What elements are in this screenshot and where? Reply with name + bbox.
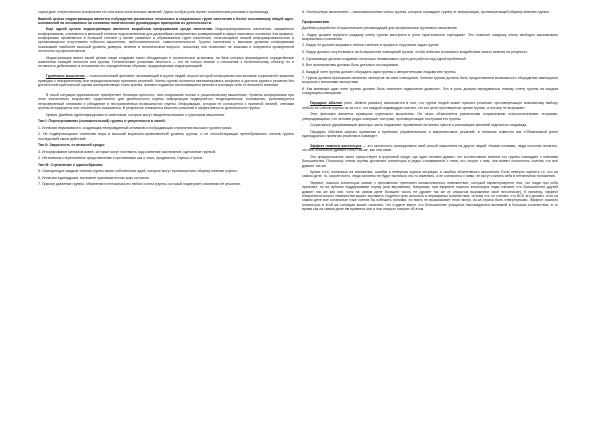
type-heading: Тип I: Переоценивание (положительной) группы и уверенности в своей: [38,119,166,124]
section-heading-prevention: Профилактика [302,20,329,25]
list-heading [38,119,294,123]
list-heading [38,143,294,147]
type-heading: Тип II: Закрытость от внешней среды: [38,143,106,148]
list-item: 6. Каждый член группы должен обсуждать идеи группы с авторитетными людьми вне группы. [302,69,457,74]
list-item: 4. Негативные стереотипные представления о противниках как о злых, предвзятых, глупых и тупых. [38,156,204,161]
list-item: 2. Лидер не должен выражать личного мнения в процессе поручения задач группе. [302,43,440,48]
paragraph [38,27,294,53]
list-item: 6. Иллюзия единодушия, молчание принимается как знак согласия. [38,175,150,180]
list-item: 7. Прямое давление группы, обвинение в нелояльности любого члена группы, который подвергает сомнению её решения. [38,182,241,187]
paragraph: Этот феномен является примером группового мышления. Он легко объясняется различными социальными психологическими теориями, утверждающими, что человек редко совершит поступки, противоречащие поступкам его группы. [302,112,558,121]
list-item: 8. «Контролеры мышления» – самоназначенные члены группы, которые ограждают группу от информации, противоречащей общему мнению группы. [302,10,550,14]
list-item: 3. Лидер должен отсутствовать на большинстве совещаний группы, чтобы избегать излишнего воздействия своего мнения на результат. [302,49,528,54]
term-false-consensus: Эффект ложного консенсуса [310,144,362,148]
list-item: 7. Группа должна приглашать внешних экспертов на свои совещания. Членам группы должна быть предоставлена возможность обсуждения имеющихся вопросов с внешними экспертами. [302,76,558,85]
paragraph: Социальные удерживающие факторы часто подавляют проявление истинных чувств и реализацию желаний отдельного индивида. [310,123,528,128]
list-heading [38,163,294,167]
emphasis-text: Ещё одной целью индоктринации является выработка конформизма среди населения. [46,27,213,32]
paragraph: Индоктринация имеет своей целью также создание таких обладающих и политических установок, на базе которых формируются определённые изменения позиций личности или группы. Политические установки личности — это не только знание о отношение к политическому объекту, но и готовность действовать в отношении его определённым образом, предсказуемым индоктринацией. [38,55,294,69]
right-column [302,10,558,214]
paragraph: Джейнис разработал 8 практических рекомендаций для профилактики группового мышления: [302,26,458,31]
paragraph [302,144,558,153]
paragraph [302,101,558,110]
paragraph: Парадокс Абилина широко применим к принятию управленческих и маркетинговых решений, в тематике известен как «Обманчивый успех единодушного принятия решения в команде». [302,129,558,138]
list-item: 4. Организация должна создавать несколько независимых групп для работы над одной проблемой. [302,56,467,61]
paragraph [38,74,294,87]
paragraph-text: Индоктринированное населения, заражённое конформизмом, становится в меньшей степени подготовленным для дальнейших конфликтных коммуникаций в сфере массового сознания. Как правило, конформизм проявляется в большей степени у менее развитых и образованных групп населения, отличающихся низкой информированностью и проявляющихся отсутствием гибкости мышления, любознательности, самостоятельности. Группы населения с высоким уровнем конформизма показывают наиболее высокий уровень доверия, мнение в политическом вопросе, поскольку они позволяют не знакомы и опираются проверенной личностно-профессионалом. [38,27,294,54]
paragraph: «культура» стереотипного восприятия тех или иных политических явлений. Здесь особую роль играет политическая реклама и пропаганда. [38,10,270,14]
paragraph-text: — психологический феномен, возникающий в группе людей, внутри которой конформизм или желание социальной гармонии приводят к некорректному или нерациональному принятию решений. Члены группы пытаются минимизировать конфликт и достичь единого решения без достаточной критической оценки альтернативных точек зрения, активно подавляя отклоняющиеся мнения и изолируя себя от внешнего влияния. [38,74,294,88]
paragraph [38,17,294,26]
list-item: 5. Самоцензура каждым членом группы своих собственных идей, которые могут противоречить общему мнению группы. [38,169,238,174]
paragraph-text: (англ. Abilene paradox) заключается в том, что группа людей может принять решение, противоречащее возможному выбору любого из членов группы из-за того, что каждый индивидуум считает, что его цели противоречат целям группы, и потому не возражает. [302,101,558,110]
paragraph [302,181,558,211]
paragraph: Ирвинг Джейнис идентифицировал 8 симптомов, которые могут свидетельствовать о групповом мышлении: [46,112,226,117]
list-item: 1. Иллюзия неуязвимости, создающая неоправданный оптимизм и побуждающая к принятию высокого уровня риска. [38,125,233,130]
list-item: 8. Как минимум один член группы должен быть назначен «адвокатом дьявола». Это в роль должна передаваться новому члену группы на каждом следующем совещании. [302,86,558,96]
term-group-thinking: Групповое мышление [46,74,85,79]
list-item: 2. Не подвергающаяся сомнению вера в высокий морально-нравственный уровень группы, и не способствующая пренебрежению членов группы последствий своих действий. [38,132,294,141]
paragraph-text: — это склонность проецировать свой способ мышления на других людей. Иными словами, люди склонны полагать, что все остальные думают точно так же, как они сами. [302,144,558,153]
list-item: 3. Игнорирование сигналов извне, которые могут поставить под сомнение заключение, сделанные группой. [38,149,217,154]
left-column [38,10,294,189]
term-abilene-paradox: Парадокс Абилин [310,101,342,106]
list-item: 1. Лидер должен поручить каждому члену группы выступать в роли «критического оценщика». Это позволит каждому члену свободно высказывать возражения и сомнения. [302,32,558,41]
emphasis-text: Важной целью индоктринации является побуждение различных этнических и социальных групп населения к более осознанному общей идее, основанной на основанных на сознании политических руководящих принципов их деятельности. [38,16,294,25]
term-false-consensus-2: Эффект ложного консенсуса [310,180,360,185]
paragraph-text: связан с феноменом «феномен множественного невежества», который характеризуется тем, что люди про себя признают, но на публике поддерживают норму (или верование). Например, при эффекте ложного консенсуса люди считают, что большинство друзей думает так же как они, хотя на самом деле большее число не думает так же (в открытом выражении своё несогласие). К примеру, эффект плюралистического невежества может заставить студента пить алкоголь в неразумных количествах, потому что он считает, что ВСЕ это делают, хотя на самом деле все остальные тоже хотели бы избежать попойки, но никто не высказывает этого вслух, из-за страха быть отвергнутыми. Эффект ложного консенсуса в этой же ситуации может означать, что студент верит, что большинство учащихся наслаждаются выпивкой в больших количествах, в то время как на самом деле им нравятся они и они открыто говорят об этом. [302,180,559,212]
paragraph: Это предположение часто присутствует в групповой среде, где один человек думает, что коллективное мнение его группы совпадает с мнением большинства. Поскольку члены группы достигают консенсуса и редко сталкиваются с теми, кто спорит с ним, они имеют склонность считать что все думают так же. [302,154,558,168]
paragraph: Кроме того, полагаясь на искажения, ошибки и неверная оценка ситуации, и ошибки объективного мышления. Если неверно оценить то, что на самом деле, то, скорее всего, люди склонны не будут пытаться что-то изменить, а не согласятся с ними, не могут считать себя в нетипичном положении. [302,170,558,179]
type-heading: Тип III: Стремление к единообразию: [38,162,104,167]
paragraph: В такой ситуации единомыслие приобретает большую ценность, чем следование логике и рациональному мышлению. Уровень конформизма при этом значительно возрастает, существенно для деятельности группы информации подвергается тенденциозному толкованию, культивируется непроверенный оптимизм и убеждение в неограниченных возможностях группы. Информация, которая не согласуется с принятой линией, членами группы игнорируется или значительно искажается. В результате снижаются качество решений и эффективность деятельности группы. [38,93,294,111]
list-item: 5. Все альтернативы должны быть детально исследованы. [302,63,400,68]
